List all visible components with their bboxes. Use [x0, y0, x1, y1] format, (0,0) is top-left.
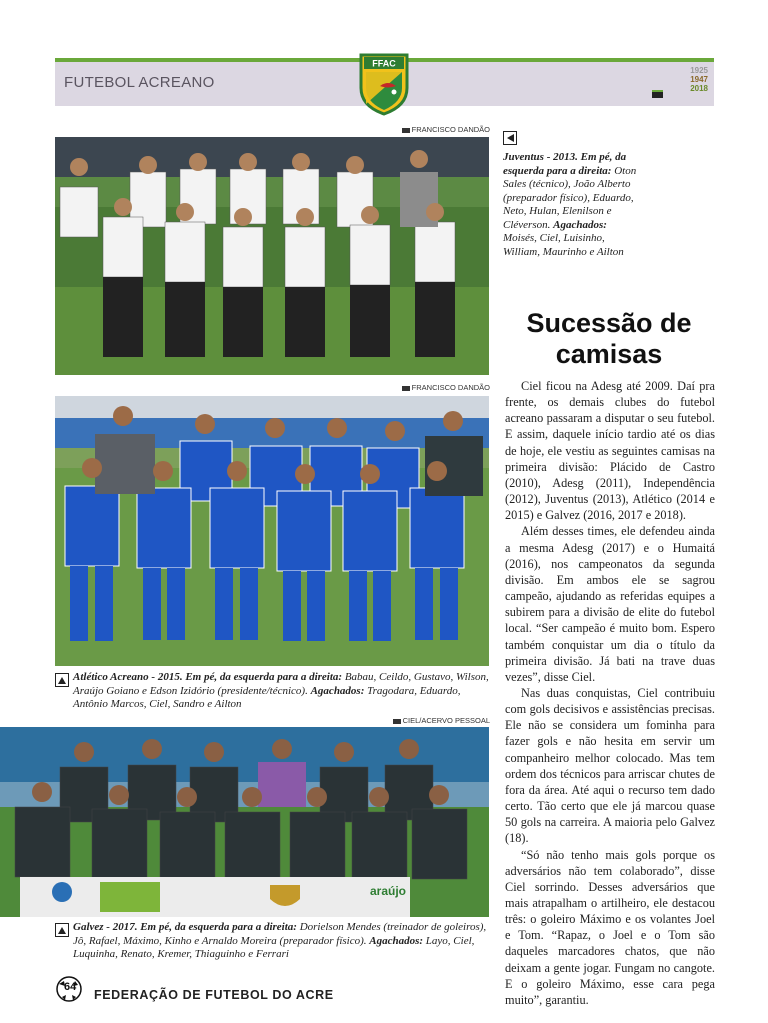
article-paragraph: Nas duas conquistas, Ciel contribuiu com gols decisivos e assistências precisas. Ele não se considera um fominha para fazer gols e não hesita em servir um companheiro melhor colocado. Mas tem ordem dos técnicos para arriscar chutes de fora da área. Até aqui o recurso tem dado certo. Tão certo que ele já marcou quase 50 gols na carreira. A maioria pelo Galvez (18). — [505, 685, 715, 846]
banner-brand: araújo — [370, 884, 407, 898]
caption-pointer-left-icon — [503, 131, 517, 145]
camera-icon — [402, 128, 410, 133]
photo-atletico-2015 — [55, 396, 489, 666]
article-paragraph: Além desses times, ele defendeu ainda a mesma Adesg (2017) e o Humaitá (2016), nos campeonatos da segunda divisão. Em ambos ele se sagrou campeão, ajudando as referidas equipes a subirem para a divisão de elite do futebol local. “Ser campeão é muito bom. Espero também conquistar um dia o título da primeira divisão. Já bati na trave duas vezes”, disse Ciel. — [505, 524, 715, 684]
photo-credit-3: CIEL/ACERVO PESSOAL — [393, 716, 490, 725]
header-years — [668, 66, 708, 93]
logo-text: FFAC — [372, 58, 396, 69]
ffac-shield-logo — [358, 52, 410, 116]
caption-galvez: Galvez - 2017. Em pé, da esquerda para a direita: Dorielson Mendes (treinador de goleiros), Jô, Rafael, Máximo, Kinho e Arnaldo Moreira (preparador físico). Agachados: Layo, Ciel, Luquinha, Renato, Kremer, Thiaguinho e Ferrari — [73, 921, 487, 960]
year-2018: 2018 — [690, 84, 708, 93]
section-title: FUTEBOL ACREANO — [64, 74, 215, 91]
acre-flag-icon — [652, 90, 663, 98]
year-1947: 1947 — [690, 75, 708, 84]
photo-credit-2: FRANCISCO DANDÃO — [402, 383, 490, 392]
article-body — [505, 378, 715, 1008]
caption-juventus: Juventus - 2013. Em pé, da esquerda para a direita: Oton Sales (técnico), João Alberto (preparador físico), Eduardo, Neto, Hulan, Elenilson e Cléverson. Agachados: Moisés, Ciel, Luisinho, William, Maurinho e Ailton — [503, 151, 637, 258]
article-paragraph: “Só não tenho mais gols porque os adversários não tem colaborado”, disse Ciel sorrindo. Desses adversários que mais atrapalham o artilheiro, ele destacou três: o goleiro Máximo e os volantes Joel e Tom. “Rapaz, o Joel e o Tom são daqueles marcadores chatos, que não deixam a gente jogar. Fungam no cangote. E o goleiro Máximo, esse cara pega muito”, garantiu. — [505, 847, 715, 1007]
photo-credit-1: FRANCISCO DANDÃO — [402, 125, 490, 134]
photo-galvez-2017 — [0, 727, 489, 917]
camera-icon — [393, 719, 401, 724]
camera-icon — [402, 386, 410, 391]
caption-pointer-up-icon — [55, 923, 69, 937]
article-paragraph: Ciel ficou na Adesg até 2009. Daí pra frente, os demais clubes do futebol acreano passaram a disputar o seu futebol. E assim, daquele início tardio até os dias de hoje, ele vestiu as seguintes camisas na primeira divisão: Plácido de Castro (2010), Adesg (2011), Independência (2012), Juventus (2013), Atlético (2014 e 2015) e Galvez (2016, 2017 e 2018). — [505, 379, 715, 523]
photo-juventus-2013 — [55, 137, 489, 375]
page-number: 64 — [64, 981, 77, 993]
publication-name: FEDERAÇÃO DE FUTEBOL DO ACRE — [94, 988, 334, 1002]
article-headline: Sucessão de camisas — [526, 308, 692, 369]
caption-atletico: Atlético Acreano - 2015. Em pé, da esquerda para a direita: Babau, Ceildo, Gustavo, Wilson, Araújo Goiano e Edson Izidório (presidente/técnico). Agachados: Tragodara, Eduardo, Antônio Marcos, Ciel, Sandro e Ailton — [73, 671, 489, 710]
year-1925: 1925 — [690, 66, 708, 75]
caption-pointer-up-icon — [55, 673, 69, 687]
